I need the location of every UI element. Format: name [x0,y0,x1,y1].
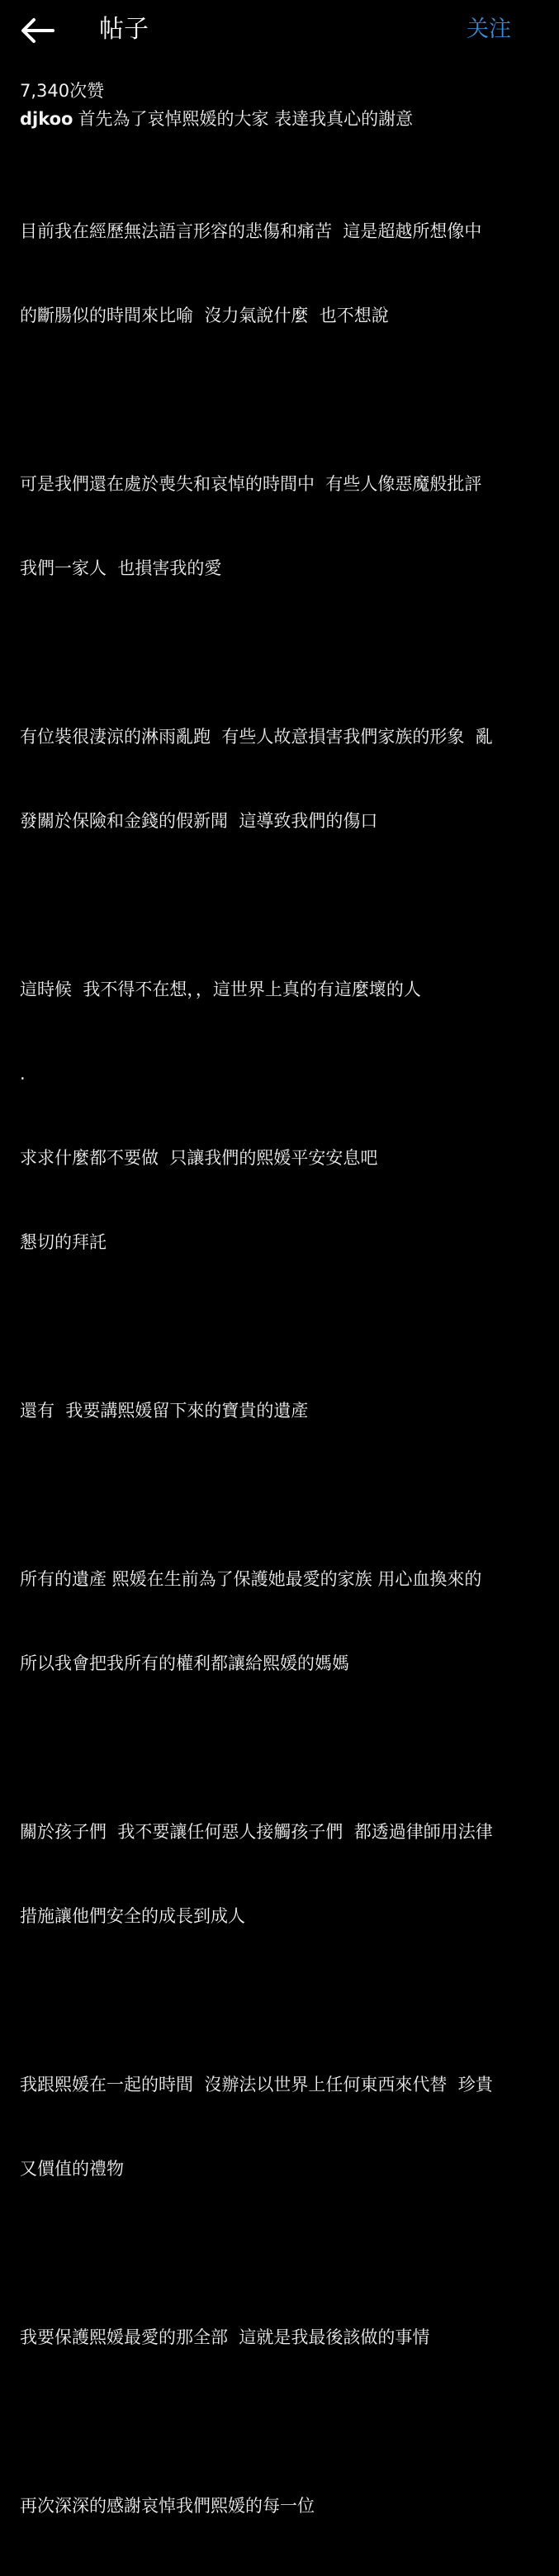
caption-text: 首先為了哀悼熙媛的大家 表達我真心的謝意 [78,109,414,129]
caption-line: 目前我在經歷無法語言形容的悲傷和痛苦 這是超越所想像中 [20,221,482,241]
caption-line: 所有的遺產 熙媛在生前為了保護她最愛的家族 用心血換來的 [20,1569,482,1589]
caption-line: 再次深深的感謝哀悼我們熙媛的每一位 [20,2496,315,2516]
follow-button[interactable]: 关注 [467,17,511,42]
caption-line: 懇切的拜託 [20,1232,107,1252]
caption-line: 的斷腸似的時間來比喻 沒力氣說什麼 也不想說 [20,306,389,325]
caption-line: 有位裝很淒涼的淋雨亂跑 有些人故意損害我們家族的形象 亂 [20,727,493,747]
caption-line: 我們一家人 也損害我的愛 [20,558,222,578]
caption-line: 關於孩子們 我不要讓任何惡人接觸孩子們 都透過律師用法律 [20,1822,493,1842]
caption-paragraph [20,2267,540,2408]
like-count[interactable]: 7,340次赞 [20,81,105,101]
caption-paragraph [20,1762,540,1986]
caption-paragraph [20,1509,540,1734]
back-button[interactable] [18,15,56,46]
username-link[interactable]: djkoo [20,109,73,129]
caption-paragraph [20,1340,540,1481]
caption-line: 又價值的禮物 [20,2159,124,2179]
caption-paragraph [20,2014,540,2239]
caption-line: 還有 我要講熙媛留下來的寶貴的遺產 [20,1401,309,1421]
caption-paragraph [20,414,540,638]
caption-paragraph [20,2436,540,2576]
caption-line: . [20,1064,26,1084]
caption-line: 發關於保險和金錢的假新聞 這導致我們的傷口 [20,811,378,831]
caption-line: 求求什麼都不要做 只讓我們的熙媛平安安息吧 [20,1148,378,1168]
caption-line: 措施讓他們安全的成長到成人 [20,1906,245,1926]
caption-line: 所以我會把我所有的權利都讓給熙媛的媽媽 [20,1653,349,1673]
top-bar [0,0,559,59]
caption-line: 這時候 我不得不在想，，這世界上真的有這麼壞的人 [20,980,421,999]
caption-first-line [20,105,540,133]
arrow-left-icon [18,15,56,46]
post-caption [20,77,540,2576]
caption-paragraph [20,161,540,386]
caption-line: 我跟熙媛在一起的時間 沒辦法以世界上任何東西來代替 珍貴 [20,2075,493,2094]
page-title: 帖子 [99,15,149,44]
caption-paragraph [20,919,540,1312]
caption-paragraph [20,667,540,891]
caption-line: 我要保護熙媛最愛的那全部 這就是我最後該做的事情 [20,2327,430,2347]
caption-line: 可是我們還在處於喪失和哀悼的時間中 有些人像惡魔般批評 [20,474,482,494]
